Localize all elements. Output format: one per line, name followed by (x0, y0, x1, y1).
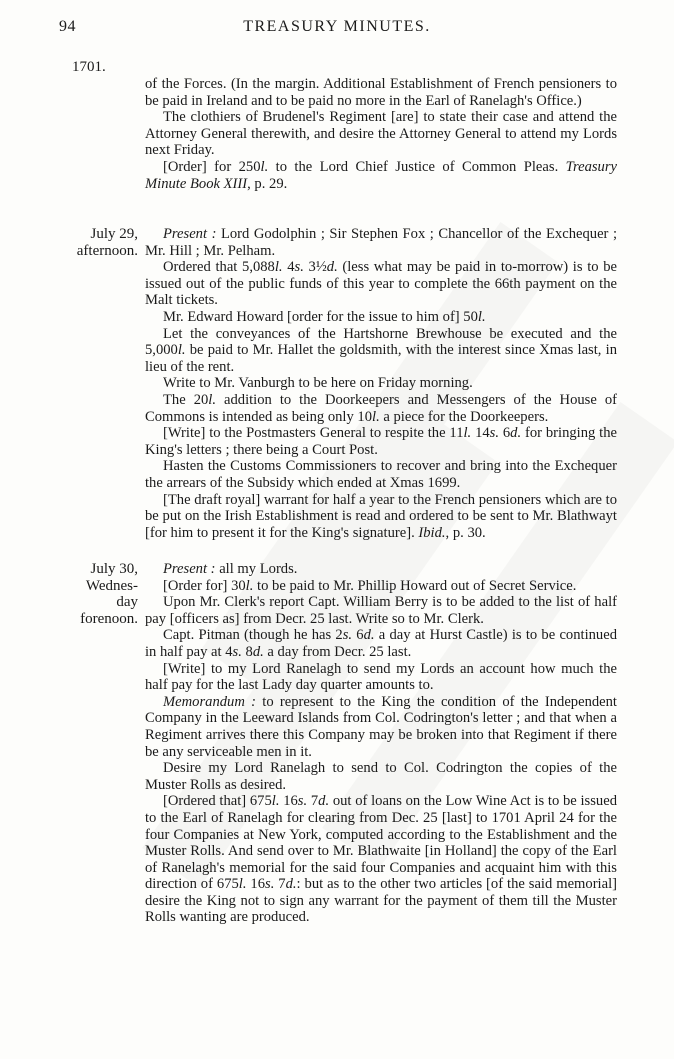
text-run: , p. 29. (247, 175, 288, 192)
italic-text: l. (274, 259, 283, 276)
italic-text: Ibid. (418, 524, 446, 541)
text-run: [The draft royal] warrant for half a year to the French pensioners which are to be put on the Irish Establishment is read and ordered to be sent to Mr. Blathwayt [for him to present it for the King's signature]. (145, 491, 617, 541)
text-run: The 20 (163, 391, 209, 408)
italic-text: s. (265, 876, 275, 893)
paragraph (145, 561, 617, 578)
paragraph (145, 259, 617, 309)
text-run: : but as to the other two articles [of the said memorial] desire the King not to sign any warrant for the payment of them till the Muster Rolls wanting are produced. (145, 876, 617, 926)
paragraph (145, 159, 617, 192)
margin-date-line: Wednes- (85, 577, 138, 594)
margin-date-line: July 29, (90, 226, 138, 242)
text-run: [Write] to my Lord Ranelagh to send my Lords an account how much the half pay for the last Lady day quarter amounts to. (145, 660, 617, 694)
italic-text: d. (318, 793, 330, 810)
text-run: [Ordered that] 675 (163, 793, 272, 810)
entry-text (145, 76, 617, 192)
paragraph (145, 492, 617, 542)
text-run: [Order] for 250 (163, 158, 261, 175)
paragraph (145, 109, 617, 159)
text-run: 6 (499, 425, 511, 442)
paragraph (145, 661, 617, 694)
margin-date (46, 561, 138, 627)
text-run: for bringing the King's letters ; there being a Court Post. (145, 425, 618, 458)
text-run: Hasten the Customs Commissioners to recover and bring into the Exchequer the arrears of the Subsidy which ended at Xmas 1699. (145, 458, 617, 491)
text-run: a piece for the Doorkeepers. (379, 408, 549, 425)
paragraph (145, 226, 617, 259)
paragraph (145, 627, 617, 660)
text-run: Let the conveyances of the Hartshorne Brewhouse be executed and the 5,000 (145, 325, 617, 359)
italic-text: l. (463, 425, 472, 442)
text-run: The clothiers of Brudenel's Regiment [are] to state their case and attend the Attorney General therewith, and desire the Attorney General to attend my Lords next Friday. (145, 109, 617, 159)
italic-text: s. (232, 643, 242, 660)
paragraph (145, 375, 617, 392)
italic-text: s. (294, 259, 304, 276)
text-run: Upon Mr. Clerk's report Capt. William Berry is to be added to the list of half pay [officers as] from Decr. 25 last. Write so to Mr. Clerk. (145, 594, 617, 627)
text-run: 16 (279, 793, 298, 810)
page-header (0, 14, 674, 36)
italic-text: d. (363, 627, 375, 644)
margin-year: 1701. (72, 59, 106, 75)
italic-text: l. (177, 342, 186, 359)
text-run: 3½ (303, 259, 327, 276)
paragraph (145, 425, 617, 458)
text-run: to be paid to Mr. Phillip Howard out of Secret Service. (253, 577, 577, 594)
text-run: Write to Mr. Vanburgh to be here on Friday morning. (163, 375, 473, 392)
text-run: a day from Decr. 25 last. (263, 643, 412, 660)
text-run: 14 (471, 425, 490, 442)
text-run: 7 (274, 876, 286, 893)
paragraph (145, 793, 617, 926)
margin-date (46, 226, 138, 259)
running-title: TREASURY MINUTES. (243, 18, 431, 35)
margin-date-line: day (116, 594, 138, 611)
text-run: 8 (241, 643, 253, 660)
italic-text: d. (285, 876, 297, 893)
paragraph (145, 760, 617, 793)
italic-text: l. (372, 408, 380, 425)
paragraph (145, 76, 617, 109)
italic-text: s. (342, 627, 353, 644)
text-run: 16 (246, 876, 266, 893)
text-run: a day at Hurst Castle) is to be continued in half pay at 4 (145, 627, 618, 660)
margin-date-line: afternoon. (76, 242, 138, 259)
text-run: 7 (307, 793, 319, 810)
margin-date-line: forenoon. (80, 610, 138, 627)
text-run: 6 (352, 627, 364, 644)
italic-text: s. (489, 425, 499, 442)
text-run: to the Lord Chief Justice of Common Pleas. (268, 158, 566, 175)
text-run: be paid to Mr. Hallet the goldsmith, with the interest since Xmas last, in lieu of the rent. (145, 342, 617, 375)
italic-text: Treasury Minute Book XIII (145, 158, 617, 192)
entry-text (145, 226, 617, 541)
italic-text: Present : (163, 561, 216, 577)
italic-text: d. (510, 425, 522, 442)
paragraph (145, 458, 617, 491)
paragraph (145, 578, 617, 595)
paragraph (145, 694, 617, 760)
text-run: Capt. Pitman (though he has 2 (163, 627, 343, 644)
italic-text: Present : (163, 226, 217, 242)
paragraph (145, 392, 617, 425)
entry-text (145, 561, 617, 926)
italic-text: s. (297, 793, 308, 810)
italic-text: l. (271, 793, 280, 810)
italic-text: Memorandum : (163, 693, 257, 710)
text-run: Lord Godolphin ; Sir Stephen Fox ; Chancellor of the Exchequer ; Mr. Hill ; Mr. Pelham. (145, 226, 618, 259)
text-run: Mr. Edward Howard [order for the issue to him of] 50 (163, 308, 478, 325)
text-run: 4 (282, 259, 295, 276)
italic-text: d. (252, 643, 264, 660)
italic-text: d. (326, 259, 338, 276)
italic-text: l. (238, 876, 247, 893)
text-run: out of loans on the Low Wine Act is to be issued to the Earl of Ranelagh for clearing from Dec. 25 [last] to 1701 April 24 for the four Companies at New York, computed according to the Establishment and the Muster Rolls. And send over to Mr. Blathwaite [in Holland] the copy of the Earl of Ranelagh's memorial for the said four Companies and acquaint him with this direction of 675 (145, 793, 617, 893)
text-run: all my Lords. (215, 561, 298, 577)
italic-text: l. (245, 577, 254, 594)
text-run: [Order for] 30 (163, 577, 246, 594)
text-run: Desire my Lord Ranelagh to send to Col. Codrington the copies of the Muster Rolls as desired. (145, 760, 617, 793)
paragraph (145, 594, 617, 627)
italic-text: l. (477, 308, 486, 325)
text-run: addition to the Doorkeepers and Messengers of the House of Commons is intended as being only 10 (145, 391, 617, 425)
text-run: (less what may be paid in to-morrow) is to be issued out of the public funds of this year to complete the 66th payment on the Malt tickets. (145, 259, 617, 309)
text-run: , p. 30. (445, 524, 486, 541)
paragraph (145, 309, 617, 326)
page-number: 94 (59, 18, 76, 35)
margin-date-line: July 30, (90, 561, 138, 577)
text-run: of the Forces. (In the margin. Additional Establishment of French pensioners to be paid in Ireland and to be paid no more in the Earl of Ranelagh's Office.) (145, 76, 617, 109)
paragraph (145, 326, 617, 376)
text-run: [Write] to the Postmasters General to respite the 11 (163, 425, 464, 442)
italic-text: l. (208, 391, 216, 408)
text-run: Ordered that 5,088 (163, 259, 275, 276)
text-run: to represent to the King the condition of the Independent Company in the Leeward Islands from Col. Codrington's letter ; and that when a Regiment arrives there this Company may be broken into that Regiment if there be any serviceable men in it. (145, 693, 617, 760)
italic-text: l. (260, 158, 269, 175)
